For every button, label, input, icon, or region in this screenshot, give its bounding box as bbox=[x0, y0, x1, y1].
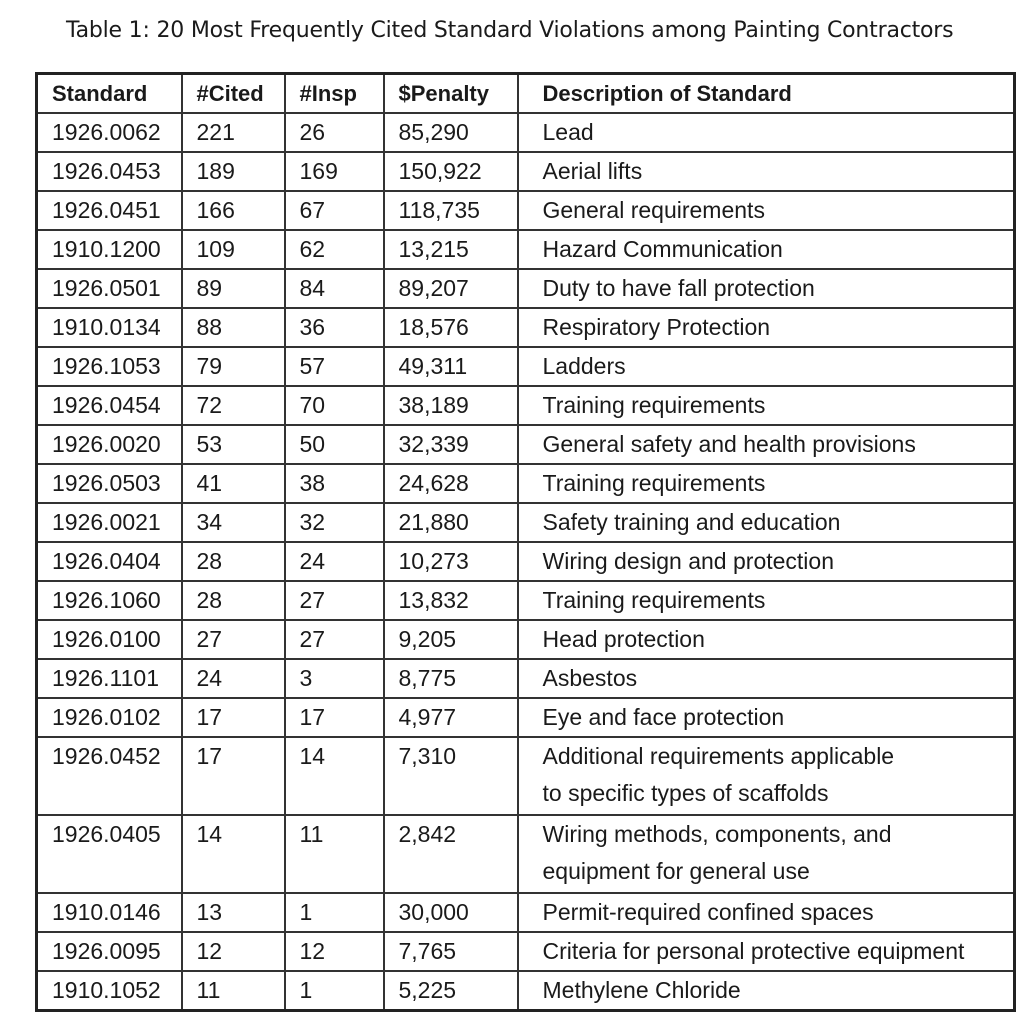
cell-description bbox=[518, 152, 1015, 191]
cell-standard: 1926.0021 bbox=[37, 503, 182, 542]
cell-penalty: 8,775 bbox=[384, 659, 518, 698]
description-line: Training requirements bbox=[542, 470, 766, 496]
description-line: Methylene Chloride bbox=[542, 977, 741, 1003]
cell-description bbox=[518, 698, 1015, 737]
cell-description bbox=[518, 386, 1015, 425]
cell-description bbox=[518, 542, 1015, 581]
cell-cited: 13 bbox=[182, 893, 285, 932]
cell-insp: 1 bbox=[285, 893, 384, 932]
table-row bbox=[37, 620, 1015, 659]
table-row bbox=[37, 113, 1015, 152]
cell-insp: 169 bbox=[285, 152, 384, 191]
cell-description bbox=[518, 308, 1015, 347]
table-row bbox=[37, 815, 1015, 893]
cell-penalty: 38,189 bbox=[384, 386, 518, 425]
cell-penalty: 10,273 bbox=[384, 542, 518, 581]
cell-penalty: 7,765 bbox=[384, 932, 518, 971]
cell-cited: 109 bbox=[182, 230, 285, 269]
description-line: Lead bbox=[542, 119, 594, 145]
cell-insp: 12 bbox=[285, 932, 384, 971]
cell-description bbox=[518, 581, 1015, 620]
description-line: Head protection bbox=[542, 626, 705, 652]
cell-cited: 221 bbox=[182, 113, 285, 152]
cell-cited: 189 bbox=[182, 152, 285, 191]
cell-standard: 1926.0095 bbox=[37, 932, 182, 971]
cell-standard: 1926.0451 bbox=[37, 191, 182, 230]
table-caption: Table 1: 20 Most Frequently Cited Standard Violations among Painting Contractors bbox=[66, 18, 954, 43]
header-standard: Standard bbox=[37, 74, 182, 114]
cell-penalty: 2,842 bbox=[384, 815, 518, 893]
cell-standard: 1926.0453 bbox=[37, 152, 182, 191]
cell-insp: 70 bbox=[285, 386, 384, 425]
cell-penalty: 32,339 bbox=[384, 425, 518, 464]
cell-insp: 27 bbox=[285, 620, 384, 659]
description-line: Asbestos bbox=[542, 665, 638, 691]
header-penalty: $Penalty bbox=[384, 74, 518, 114]
cell-penalty: 13,832 bbox=[384, 581, 518, 620]
cell-standard: 1926.1101 bbox=[37, 659, 182, 698]
cell-cited: 28 bbox=[182, 542, 285, 581]
table-row bbox=[37, 659, 1015, 698]
cell-description bbox=[518, 347, 1015, 386]
cell-standard: 1910.0146 bbox=[37, 893, 182, 932]
table-row bbox=[37, 269, 1015, 308]
cell-insp: 17 bbox=[285, 698, 384, 737]
cell-cited: 89 bbox=[182, 269, 285, 308]
table-row bbox=[37, 581, 1015, 620]
cell-insp: 1 bbox=[285, 971, 384, 1011]
table-row bbox=[37, 191, 1015, 230]
table-row bbox=[37, 308, 1015, 347]
description-line: Ladders bbox=[542, 353, 626, 379]
cell-insp: 57 bbox=[285, 347, 384, 386]
cell-description bbox=[518, 737, 1015, 815]
cell-cited: 12 bbox=[182, 932, 285, 971]
cell-penalty: 85,290 bbox=[384, 113, 518, 152]
cell-description bbox=[518, 191, 1015, 230]
description-line: to specific types of scaffolds bbox=[542, 780, 829, 806]
header-description: Description of Standard bbox=[518, 74, 1015, 114]
cell-penalty: 5,225 bbox=[384, 971, 518, 1011]
header-insp: #Insp bbox=[285, 74, 384, 114]
cell-standard: 1926.1053 bbox=[37, 347, 182, 386]
cell-standard: 1926.0102 bbox=[37, 698, 182, 737]
cell-cited: 17 bbox=[182, 698, 285, 737]
cell-standard: 1926.0020 bbox=[37, 425, 182, 464]
cell-penalty: 24,628 bbox=[384, 464, 518, 503]
violations-table bbox=[35, 72, 1016, 1012]
cell-insp: 38 bbox=[285, 464, 384, 503]
cell-insp: 27 bbox=[285, 581, 384, 620]
table-row bbox=[37, 347, 1015, 386]
description-line: Training requirements bbox=[542, 587, 766, 613]
cell-description bbox=[518, 620, 1015, 659]
cell-standard: 1926.0454 bbox=[37, 386, 182, 425]
cell-description bbox=[518, 503, 1015, 542]
cell-insp: 50 bbox=[285, 425, 384, 464]
table-row bbox=[37, 698, 1015, 737]
cell-insp: 62 bbox=[285, 230, 384, 269]
cell-penalty: 4,977 bbox=[384, 698, 518, 737]
cell-standard: 1926.0405 bbox=[37, 815, 182, 893]
cell-penalty: 30,000 bbox=[384, 893, 518, 932]
cell-description bbox=[518, 464, 1015, 503]
table-row bbox=[37, 464, 1015, 503]
cell-cited: 88 bbox=[182, 308, 285, 347]
cell-penalty: 9,205 bbox=[384, 620, 518, 659]
cell-cited: 24 bbox=[182, 659, 285, 698]
cell-cited: 53 bbox=[182, 425, 285, 464]
description-line: General safety and health provisions bbox=[542, 431, 916, 457]
description-line: Aerial lifts bbox=[542, 158, 643, 184]
cell-insp: 84 bbox=[285, 269, 384, 308]
cell-insp: 24 bbox=[285, 542, 384, 581]
cell-cited: 28 bbox=[182, 581, 285, 620]
cell-penalty: 13,215 bbox=[384, 230, 518, 269]
description-line: Duty to have fall protection bbox=[542, 275, 815, 301]
description-line: Additional requirements applicable bbox=[542, 743, 895, 769]
description-line: General requirements bbox=[542, 197, 765, 223]
cell-penalty: 150,922 bbox=[384, 152, 518, 191]
cell-standard: 1926.0100 bbox=[37, 620, 182, 659]
description-line: Wiring methods, components, and bbox=[542, 821, 892, 847]
description-line: Criteria for personal protective equipment bbox=[542, 938, 965, 964]
cell-standard: 1926.0404 bbox=[37, 542, 182, 581]
cell-insp: 14 bbox=[285, 737, 384, 815]
cell-cited: 17 bbox=[182, 737, 285, 815]
table-row bbox=[37, 230, 1015, 269]
description-line: Training requirements bbox=[542, 392, 766, 418]
table-row bbox=[37, 737, 1015, 815]
cell-penalty: 7,310 bbox=[384, 737, 518, 815]
cell-insp: 36 bbox=[285, 308, 384, 347]
cell-insp: 3 bbox=[285, 659, 384, 698]
cell-cited: 72 bbox=[182, 386, 285, 425]
table-row bbox=[37, 425, 1015, 464]
table-header-row bbox=[37, 74, 1015, 114]
cell-standard: 1926.0062 bbox=[37, 113, 182, 152]
cell-cited: 11 bbox=[182, 971, 285, 1011]
cell-description bbox=[518, 269, 1015, 308]
cell-description bbox=[518, 113, 1015, 152]
cell-description bbox=[518, 971, 1015, 1011]
table-body bbox=[37, 113, 1015, 1011]
table-row bbox=[37, 971, 1015, 1011]
cell-standard: 1910.0134 bbox=[37, 308, 182, 347]
table-row bbox=[37, 503, 1015, 542]
cell-penalty: 118,735 bbox=[384, 191, 518, 230]
description-line: Wiring design and protection bbox=[542, 548, 834, 574]
cell-insp: 32 bbox=[285, 503, 384, 542]
cell-standard: 1910.1052 bbox=[37, 971, 182, 1011]
cell-penalty: 21,880 bbox=[384, 503, 518, 542]
cell-penalty: 89,207 bbox=[384, 269, 518, 308]
cell-standard: 1910.1200 bbox=[37, 230, 182, 269]
cell-cited: 14 bbox=[182, 815, 285, 893]
cell-cited: 27 bbox=[182, 620, 285, 659]
table-row bbox=[37, 386, 1015, 425]
cell-insp: 26 bbox=[285, 113, 384, 152]
cell-description bbox=[518, 815, 1015, 893]
cell-insp: 11 bbox=[285, 815, 384, 893]
table-row bbox=[37, 542, 1015, 581]
cell-standard: 1926.1060 bbox=[37, 581, 182, 620]
header-cited: #Cited bbox=[182, 74, 285, 114]
cell-description bbox=[518, 932, 1015, 971]
table-row bbox=[37, 152, 1015, 191]
cell-cited: 79 bbox=[182, 347, 285, 386]
description-line: Safety training and education bbox=[542, 509, 841, 535]
cell-insp: 67 bbox=[285, 191, 384, 230]
cell-cited: 166 bbox=[182, 191, 285, 230]
description-line: Permit-required confined spaces bbox=[542, 899, 874, 925]
table-row bbox=[37, 932, 1015, 971]
description-line: Eye and face protection bbox=[542, 704, 785, 730]
cell-standard: 1926.0501 bbox=[37, 269, 182, 308]
cell-penalty: 49,311 bbox=[384, 347, 518, 386]
description-line: Respiratory Protection bbox=[542, 314, 771, 340]
cell-standard: 1926.0503 bbox=[37, 464, 182, 503]
cell-cited: 34 bbox=[182, 503, 285, 542]
cell-description bbox=[518, 893, 1015, 932]
cell-standard: 1926.0452 bbox=[37, 737, 182, 815]
cell-description bbox=[518, 230, 1015, 269]
table-row bbox=[37, 893, 1015, 932]
cell-cited: 41 bbox=[182, 464, 285, 503]
cell-penalty: 18,576 bbox=[384, 308, 518, 347]
description-line: Hazard Communication bbox=[542, 236, 783, 262]
cell-description bbox=[518, 425, 1015, 464]
cell-description bbox=[518, 659, 1015, 698]
description-line: equipment for general use bbox=[542, 858, 810, 884]
